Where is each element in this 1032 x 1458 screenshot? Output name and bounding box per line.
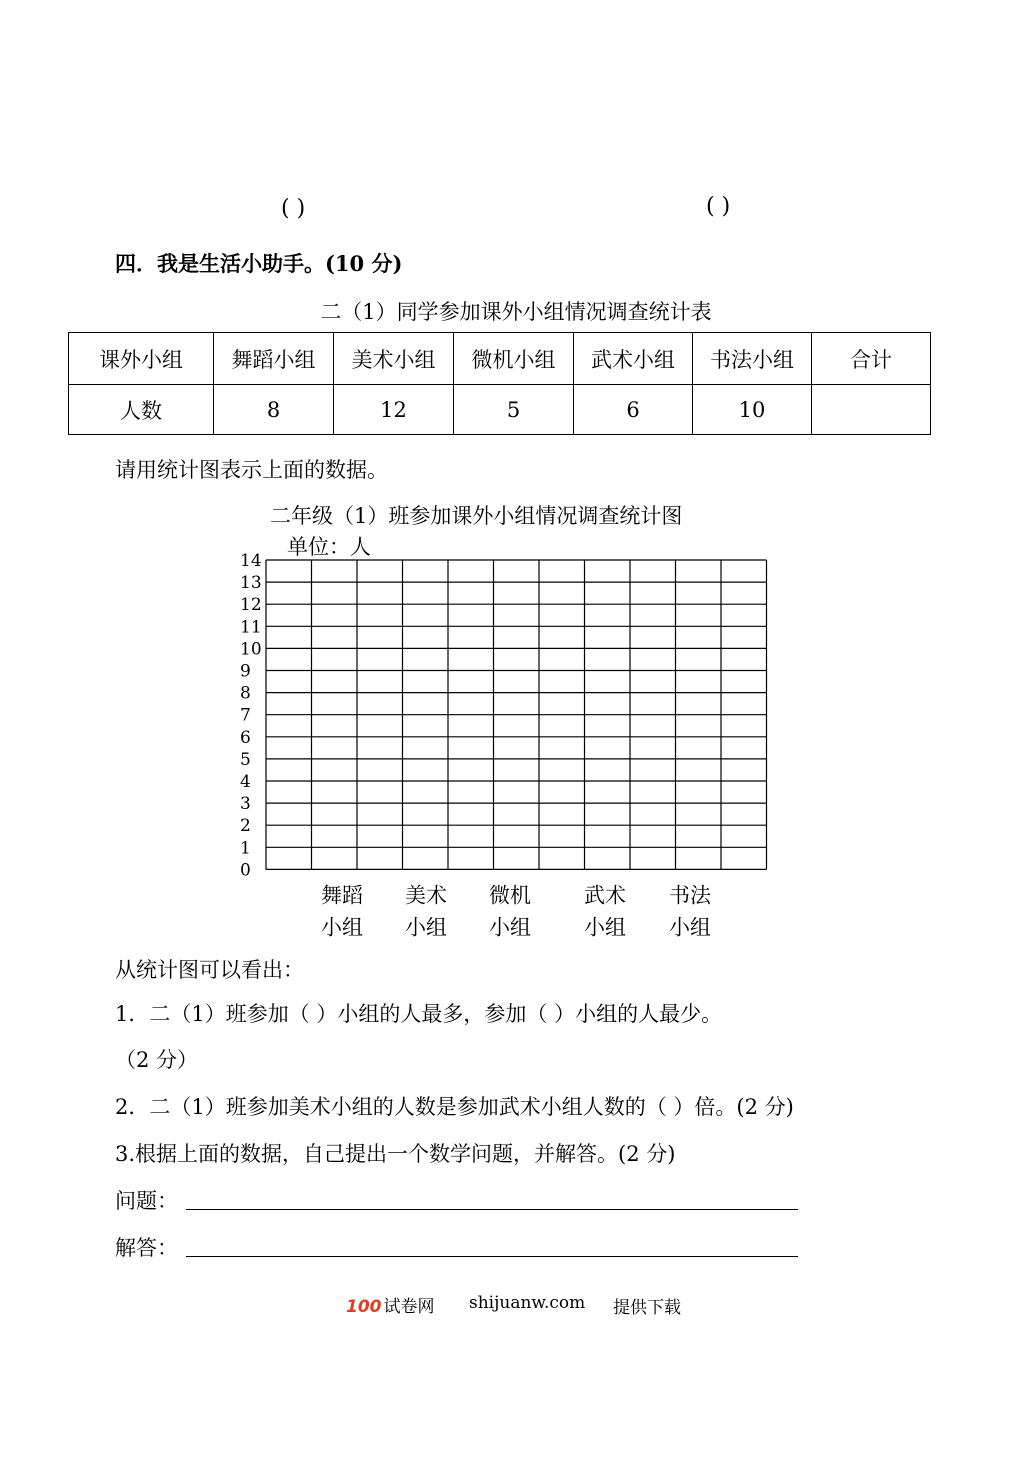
y-tick-label: 8 <box>240 683 251 704</box>
table-header-cell: 微机小组 <box>454 333 574 385</box>
x-category-label: 书法 <box>669 883 711 908</box>
y-tick-label: 5 <box>240 749 251 770</box>
answer-label: 解答： <box>115 1236 178 1260</box>
observation-intro: 从统计图可以看出： <box>115 958 304 982</box>
y-tick-label: 12 <box>240 595 262 616</box>
chart-grid-lines <box>266 560 767 869</box>
site-url[interactable]: shijuanw.com <box>469 1293 586 1313</box>
x-category-label: 小组 <box>321 915 363 940</box>
site-name: 试卷网 <box>383 1297 435 1317</box>
y-tick-label: 13 <box>240 573 262 594</box>
x-category-label: 小组 <box>405 915 447 940</box>
x-category-label: 美术 <box>405 883 447 908</box>
table-header-cell: 合计 <box>812 333 931 385</box>
y-tick-label: 0 <box>240 860 251 881</box>
table-header-cell: 课外小组 <box>69 333 214 385</box>
bar-chart-grid[interactable] <box>230 550 790 940</box>
table-caption: 二（1）同学参加课外小组情况调查统计表 <box>320 300 712 324</box>
instruction-text: 请用统计图表示上面的数据。 <box>115 458 388 482</box>
table-total-cell[interactable] <box>812 385 931 435</box>
x-category-label: 小组 <box>489 915 531 940</box>
statistics-table <box>68 332 931 435</box>
download-text: 提供下载 <box>613 1298 681 1318</box>
table-row-label: 人数 <box>69 385 214 435</box>
table-header-cell: 美术小组 <box>334 333 454 385</box>
table-header-row <box>69 333 931 385</box>
y-tick-label: 6 <box>240 727 251 748</box>
y-tick-label: 7 <box>240 705 251 726</box>
blank-parentheses-right[interactable]: ( ) <box>706 194 731 219</box>
question-1[interactable]: 1．二（1）班参加（ ）小组的人最多，参加（ ）小组的人最少。 <box>115 1002 723 1026</box>
question-2[interactable]: 2．二（1）班参加美术小组的人数是参加武术小组人数的（ ）倍。(2 分) <box>115 1095 794 1119</box>
table-cell: 6 <box>574 385 693 435</box>
table-cell: 12 <box>334 385 454 435</box>
y-axis-ticks <box>240 551 262 880</box>
answer-line[interactable] <box>186 1256 798 1257</box>
y-tick-label: 3 <box>240 794 251 815</box>
table-row <box>69 385 931 435</box>
y-tick-label: 4 <box>240 772 251 792</box>
x-axis-labels <box>321 883 712 939</box>
x-category-label: 舞蹈 <box>321 883 363 908</box>
question-answer-line[interactable] <box>186 1209 798 1210</box>
table-cell: 8 <box>214 385 334 435</box>
y-tick-label: 10 <box>240 639 262 660</box>
question-3: 3.根据上面的数据，自己提出一个数学问题，并解答。(2 分) <box>115 1142 676 1166</box>
chart-unit-label: 单位：人 <box>287 535 371 559</box>
site-logo: 100 <box>346 1297 382 1317</box>
blank-parentheses-left[interactable]: ( ) <box>281 196 306 221</box>
x-category-label: 小组 <box>584 915 626 940</box>
question-label: 问题： <box>115 1189 178 1213</box>
table-header-cell: 舞蹈小组 <box>214 333 334 385</box>
table-cell: 10 <box>693 385 812 435</box>
x-category-label: 微机 <box>489 883 531 908</box>
y-tick-label: 2 <box>240 816 251 837</box>
y-tick-label: 11 <box>240 617 262 638</box>
y-tick-label: 14 <box>240 551 262 571</box>
table-header-cell: 武术小组 <box>574 333 693 385</box>
x-category-label: 武术 <box>584 883 626 908</box>
table-cell: 5 <box>454 385 574 435</box>
x-category-label: 小组 <box>669 915 711 940</box>
y-tick-label: 9 <box>240 661 251 682</box>
footer-brand <box>346 1292 435 1317</box>
section-title: 四．我是生活小助手。(10 分) <box>115 251 403 276</box>
y-tick-label: 1 <box>240 838 251 859</box>
table-header-cell: 书法小组 <box>693 333 812 385</box>
question-1-score: （2 分） <box>115 1048 199 1072</box>
chart-title: 二年级（1）班参加课外小组情况调查统计图 <box>270 504 683 528</box>
